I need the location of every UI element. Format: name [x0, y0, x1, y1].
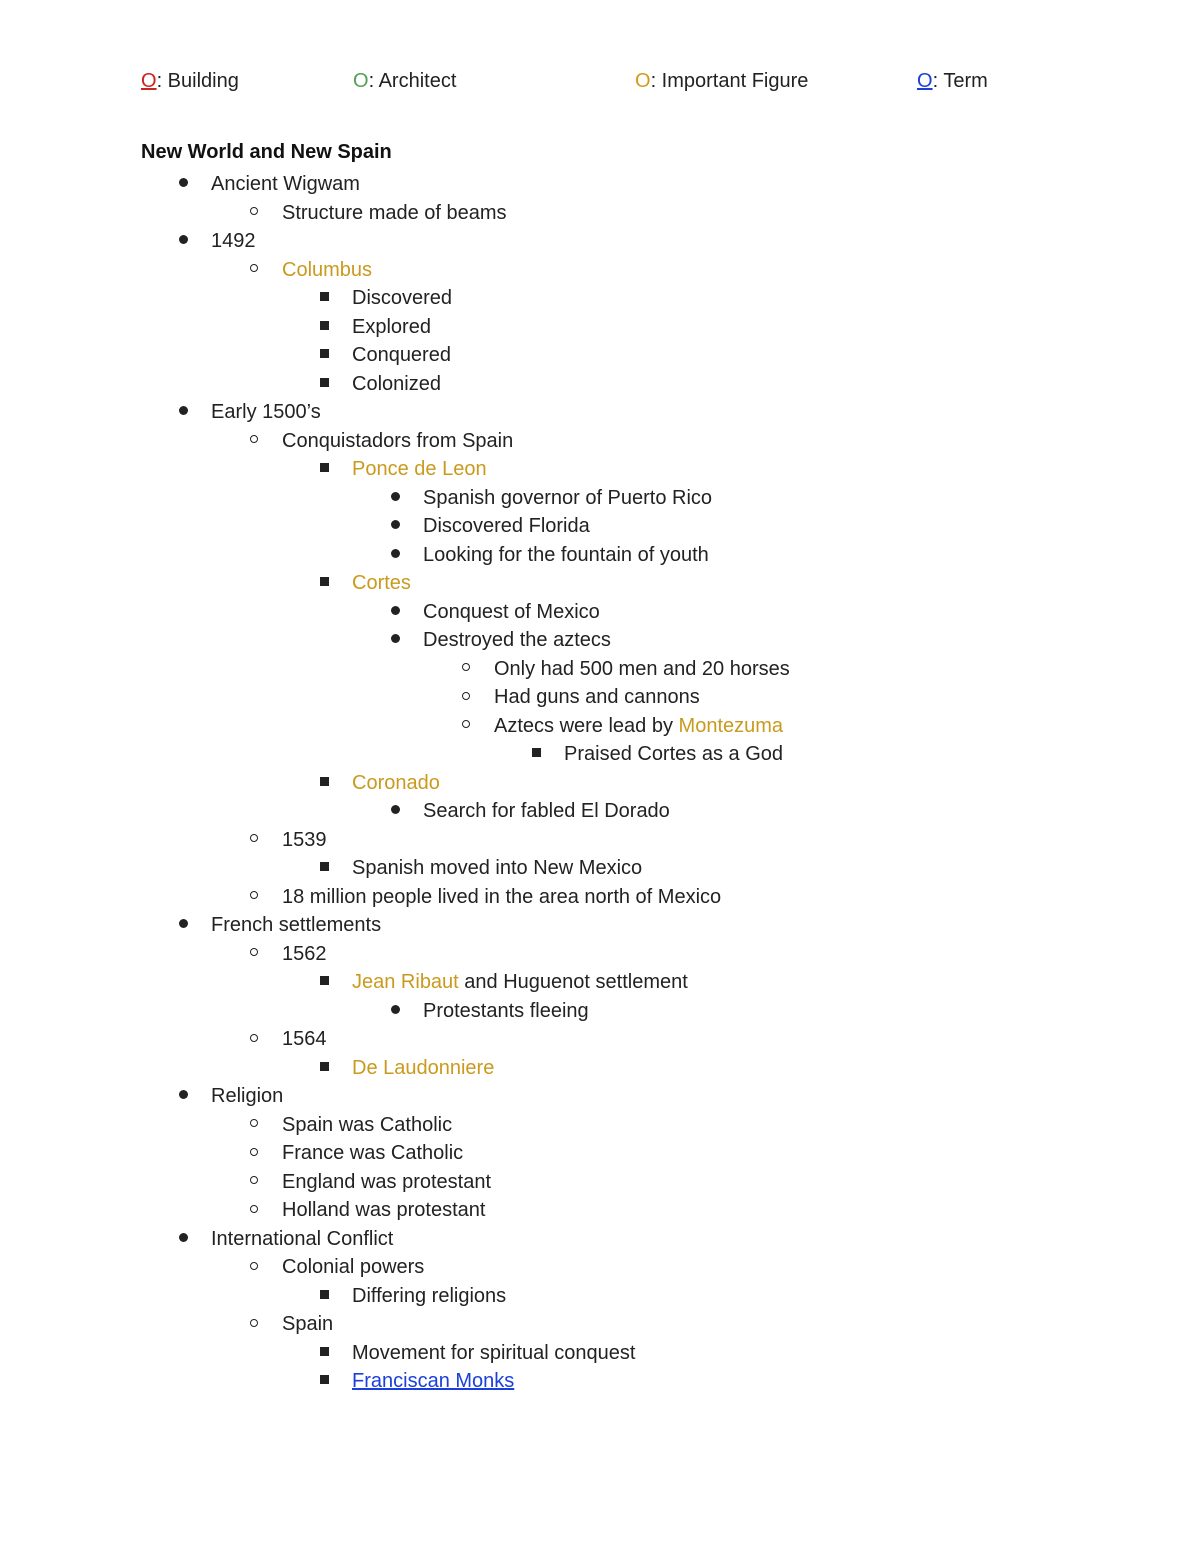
- square-bullet-icon: [320, 1375, 329, 1384]
- list-item: [0, 1310, 1200, 1339]
- text-run: 1562: [282, 942, 327, 965]
- list-item: [0, 484, 1200, 513]
- bullet: [317, 569, 331, 597]
- filled-bullet-icon: [391, 634, 400, 643]
- list-item: [0, 883, 1200, 912]
- square-bullet-icon: [320, 292, 329, 301]
- list-item: [0, 598, 1200, 627]
- list-item-text: [282, 1253, 424, 1281]
- list-item-text: [282, 1168, 491, 1196]
- list-item-text: [282, 940, 327, 968]
- list-item-text: [282, 883, 721, 911]
- list-item-text: [211, 911, 381, 939]
- important-figure-name: Coronado: [352, 771, 440, 794]
- hollow-bullet-icon: [250, 1205, 258, 1213]
- filled-bullet-icon: [179, 235, 188, 244]
- text-run: and Huguenot settlement: [458, 971, 688, 993]
- important-figure-name: Jean Ribaut: [352, 971, 459, 993]
- legend-important-figure: [635, 70, 808, 93]
- filled-bullet-icon: [391, 606, 400, 615]
- list-item: [0, 541, 1200, 570]
- list-item: [0, 398, 1200, 427]
- list-item: [0, 1111, 1200, 1140]
- important-figure-name: Cortes: [352, 572, 411, 594]
- list-item: [0, 1054, 1200, 1083]
- text-run: Structure made of beams: [282, 201, 507, 224]
- hollow-bullet-icon: [462, 720, 470, 728]
- text-run: Movement for spiritual conquest: [352, 1341, 636, 1364]
- filled-bullet-icon: [179, 1090, 188, 1099]
- list-item-text: [282, 199, 507, 227]
- square-bullet-icon: [320, 976, 329, 985]
- bullet: [317, 370, 331, 398]
- text-run: French settlements: [211, 914, 382, 936]
- term-link[interactable]: Franciscan Monks: [352, 1370, 515, 1392]
- list-item-text: [564, 740, 783, 768]
- filled-bullet-icon: [179, 406, 188, 415]
- list-item: [0, 940, 1200, 969]
- color-legend: [0, 70, 1200, 100]
- list-item-text: [282, 1111, 452, 1139]
- list-item-text: [352, 1054, 494, 1082]
- bullet: [176, 911, 190, 939]
- bullet: [247, 1025, 261, 1053]
- text-run: England was protestant: [282, 1170, 492, 1193]
- legend-label: : Building: [156, 70, 239, 92]
- list-item: [0, 1082, 1200, 1111]
- square-bullet-icon: [320, 862, 329, 871]
- list-item: [0, 313, 1200, 342]
- legend-label: : Important Figure: [650, 70, 809, 92]
- list-item-text: [352, 313, 431, 341]
- bullet: [247, 199, 261, 227]
- list-item-text: [282, 256, 372, 284]
- text-run: Ancient Wigwam: [211, 173, 360, 195]
- filled-bullet-icon: [179, 1233, 188, 1242]
- filled-bullet-icon: [391, 520, 400, 529]
- list-item: [0, 1339, 1200, 1368]
- list-item: [0, 626, 1200, 655]
- list-item-text: [352, 284, 452, 312]
- text-run: 1492: [211, 230, 256, 252]
- bullet: [388, 484, 402, 512]
- list-item: [0, 911, 1200, 940]
- bullet: [388, 541, 402, 569]
- filled-bullet-icon: [391, 1005, 400, 1014]
- legend-term: [917, 70, 988, 93]
- text-run: Holland was protestant: [282, 1199, 486, 1221]
- bullet: [529, 740, 543, 768]
- list-item: [0, 170, 1200, 199]
- text-run: Praised Cortes as a God: [564, 743, 783, 765]
- list-item: [0, 797, 1200, 826]
- list-item-text: [211, 227, 256, 255]
- filled-bullet-icon: [179, 178, 188, 187]
- bullet: [176, 170, 190, 198]
- hollow-bullet-icon: [250, 435, 258, 443]
- bullet: [317, 284, 331, 312]
- list-item-text: [494, 655, 790, 683]
- hollow-bullet-icon: [250, 1319, 258, 1327]
- important-figure-name: De Laudonniere: [352, 1056, 495, 1079]
- list-item-text: [352, 769, 440, 797]
- list-item-text: [423, 541, 709, 569]
- list-item-text: [352, 1367, 514, 1395]
- bullet: [317, 1339, 331, 1367]
- notes-outline: [0, 170, 1200, 1396]
- list-item-text: [282, 427, 513, 455]
- text-run: 1539: [282, 828, 327, 851]
- list-item-text: [423, 512, 590, 540]
- hollow-bullet-icon: [462, 692, 470, 700]
- text-run: Spain: [282, 1313, 334, 1335]
- legend-key: O: [353, 70, 369, 92]
- list-item: [0, 655, 1200, 684]
- text-run: Colonized: [352, 372, 441, 395]
- list-item-text: [352, 569, 411, 597]
- square-bullet-icon: [320, 777, 329, 786]
- legend-architect: [353, 70, 456, 93]
- text-run: Conquered: [352, 344, 451, 366]
- legend-key: O: [917, 70, 933, 92]
- bullet: [317, 313, 331, 341]
- list-item-text: [423, 797, 670, 825]
- list-item: [0, 1253, 1200, 1282]
- list-item-text: [423, 598, 600, 626]
- list-item-text: [423, 626, 611, 654]
- bullet: [247, 427, 261, 455]
- hollow-bullet-icon: [250, 1119, 258, 1127]
- list-item: [0, 1196, 1200, 1225]
- list-item: [0, 256, 1200, 285]
- text-run: Spanish governor of Puerto Rico: [423, 486, 713, 509]
- bullet: [247, 940, 261, 968]
- text-run: Protestants fleeing: [423, 999, 589, 1022]
- text-run: Only had 500 men and 20 horses: [494, 657, 790, 680]
- list-item-text: [494, 683, 700, 711]
- bullet: [459, 655, 473, 683]
- list-item-text: [352, 854, 642, 882]
- text-run: Search for fabled El Dorado: [423, 800, 670, 822]
- list-item-text: [282, 1196, 485, 1224]
- bullet: [388, 598, 402, 626]
- bullet: [317, 341, 331, 369]
- bullet: [176, 398, 190, 426]
- list-item-text: [352, 370, 441, 398]
- list-item: [0, 826, 1200, 855]
- bullet: [459, 683, 473, 711]
- bullet: [317, 1367, 331, 1395]
- list-item-text: [282, 1310, 333, 1338]
- text-run: Destroyed the aztecs: [423, 629, 611, 651]
- bullet: [317, 455, 331, 483]
- list-item: [0, 997, 1200, 1026]
- list-item-text: [352, 341, 451, 369]
- bullet: [459, 712, 473, 740]
- bullet: [247, 1139, 261, 1167]
- list-item: [0, 712, 1200, 741]
- important-figure-name: Columbus: [282, 258, 373, 281]
- hollow-bullet-icon: [462, 663, 470, 671]
- bullet: [247, 1168, 261, 1196]
- hollow-bullet-icon: [250, 264, 258, 272]
- list-item-text: [282, 826, 327, 854]
- text-run: France was Catholic: [282, 1142, 464, 1164]
- square-bullet-icon: [320, 577, 329, 586]
- square-bullet-icon: [320, 321, 329, 330]
- list-item: [0, 1367, 1200, 1396]
- hollow-bullet-icon: [250, 834, 258, 842]
- legend-label: : Architect: [368, 70, 457, 92]
- hollow-bullet-icon: [250, 207, 258, 215]
- text-run: Conquistadors from Spain: [282, 429, 514, 452]
- list-item: [0, 569, 1200, 598]
- list-item: [0, 1225, 1200, 1254]
- bullet: [247, 883, 261, 911]
- section-heading: New World and New Spain: [141, 141, 392, 163]
- legend-label: : Term: [932, 70, 988, 92]
- bullet: [247, 1111, 261, 1139]
- hollow-bullet-icon: [250, 1148, 258, 1156]
- text-run: Religion: [211, 1085, 284, 1107]
- bullet: [247, 1253, 261, 1281]
- text-run: International Conflict: [211, 1227, 394, 1250]
- text-run: Spanish moved into New Mexico: [352, 857, 643, 879]
- text-run: Had guns and cannons: [494, 686, 700, 708]
- text-run: Looking for the fountain of youth: [423, 543, 709, 566]
- square-bullet-icon: [320, 378, 329, 387]
- text-run: Discovered: [352, 287, 453, 309]
- bullet: [388, 797, 402, 825]
- square-bullet-icon: [320, 349, 329, 358]
- bullet: [247, 256, 261, 284]
- important-figure-name: Montezuma: [678, 714, 784, 737]
- list-item: [0, 854, 1200, 883]
- bullet: [317, 968, 331, 996]
- bullet: [317, 1282, 331, 1310]
- hollow-bullet-icon: [250, 1262, 258, 1270]
- legend-key: O: [635, 70, 651, 92]
- list-item-text: [211, 170, 360, 198]
- hollow-bullet-icon: [250, 891, 258, 899]
- square-bullet-icon: [320, 1290, 329, 1299]
- text-run: Discovered Florida: [423, 515, 590, 537]
- text-run: Early 1500’s: [211, 401, 321, 423]
- text-run: 1564: [282, 1028, 327, 1050]
- list-item: [0, 227, 1200, 256]
- list-item-text: [352, 455, 487, 483]
- hollow-bullet-icon: [250, 1176, 258, 1184]
- bullet: [176, 1225, 190, 1253]
- text-run: Aztecs were lead by: [494, 714, 679, 737]
- list-item: [0, 284, 1200, 313]
- bullet: [247, 1310, 261, 1338]
- bullet: [317, 854, 331, 882]
- list-item-text: [282, 1139, 463, 1167]
- list-item-text: [423, 484, 712, 512]
- list-item: [0, 769, 1200, 798]
- legend-key: O: [141, 70, 157, 92]
- text-run: Conquest of Mexico: [423, 600, 600, 623]
- bullet: [388, 512, 402, 540]
- list-item: [0, 968, 1200, 997]
- list-item: [0, 1168, 1200, 1197]
- list-item-text: [423, 997, 589, 1025]
- bullet: [176, 1082, 190, 1110]
- bullet: [247, 1196, 261, 1224]
- hollow-bullet-icon: [250, 948, 258, 956]
- text-run: 18 million people lived in the area north of Mexico: [282, 885, 722, 908]
- list-item-text: [211, 1082, 283, 1110]
- list-item: [0, 199, 1200, 228]
- important-figure-name: Ponce de Leon: [352, 458, 487, 480]
- legend-building: [141, 70, 239, 93]
- list-item: [0, 512, 1200, 541]
- filled-bullet-icon: [391, 492, 400, 501]
- bullet: [317, 1054, 331, 1082]
- text-run: Spain was Catholic: [282, 1113, 453, 1136]
- list-item: [0, 740, 1200, 769]
- filled-bullet-icon: [391, 549, 400, 558]
- bullet: [388, 997, 402, 1025]
- square-bullet-icon: [532, 748, 541, 757]
- square-bullet-icon: [320, 1062, 329, 1071]
- list-item: [0, 683, 1200, 712]
- text-run: Explored: [352, 315, 431, 338]
- list-item: [0, 455, 1200, 484]
- list-item-text: [282, 1025, 327, 1053]
- list-item: [0, 370, 1200, 399]
- list-item: [0, 1282, 1200, 1311]
- bullet: [317, 769, 331, 797]
- text-run: Colonial powers: [282, 1256, 425, 1278]
- bullet: [247, 826, 261, 854]
- list-item-text: [211, 1225, 393, 1253]
- filled-bullet-icon: [391, 805, 400, 814]
- hollow-bullet-icon: [250, 1034, 258, 1042]
- square-bullet-icon: [320, 1347, 329, 1356]
- list-item-text: [352, 1339, 635, 1367]
- bullet: [388, 626, 402, 654]
- text-run: Differing religions: [352, 1284, 507, 1307]
- list-item-text: [352, 1282, 506, 1310]
- bullet: [176, 227, 190, 255]
- filled-bullet-icon: [179, 919, 188, 928]
- list-item-text: [211, 398, 321, 426]
- list-item: [0, 1139, 1200, 1168]
- list-item: [0, 427, 1200, 456]
- square-bullet-icon: [320, 463, 329, 472]
- list-item-text: [494, 712, 783, 740]
- list-item-text: [352, 968, 688, 996]
- list-item: [0, 341, 1200, 370]
- list-item: [0, 1025, 1200, 1054]
